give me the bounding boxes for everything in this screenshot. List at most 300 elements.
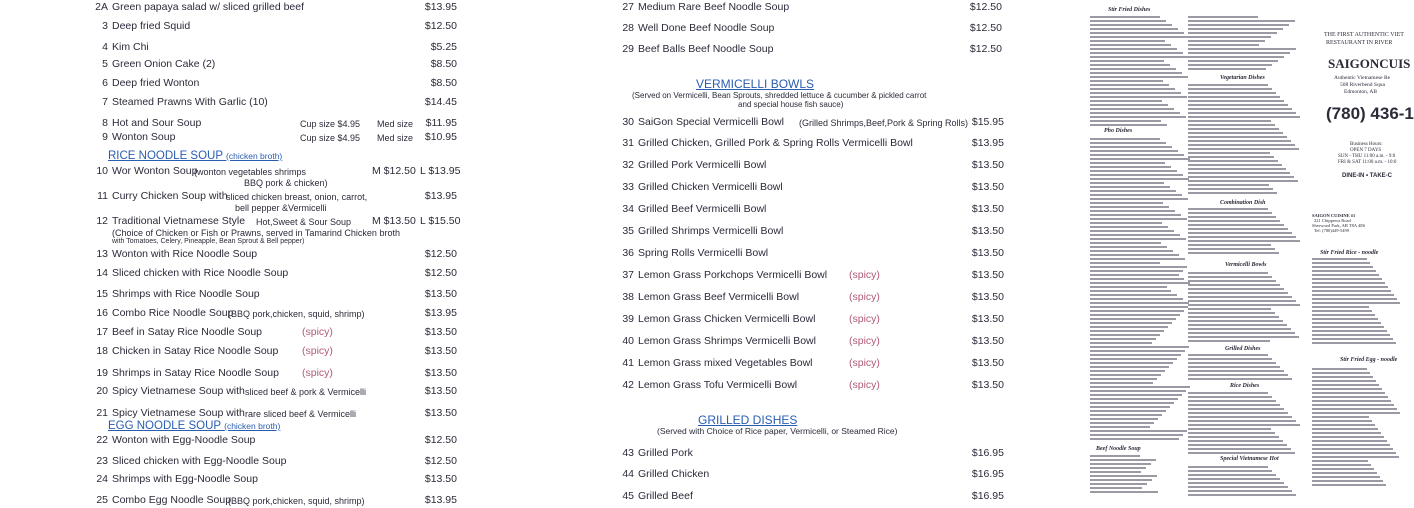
item-number: 36 bbox=[622, 247, 634, 259]
item-number: 14 bbox=[96, 267, 108, 279]
item-name: Grilled Chicken bbox=[638, 468, 710, 480]
small-print-line bbox=[1090, 342, 1152, 344]
address-line-3: Edmonton, AB bbox=[1344, 89, 1378, 95]
small-print-line bbox=[1090, 44, 1171, 46]
small-print-line bbox=[1188, 140, 1291, 142]
small-print-line bbox=[1090, 234, 1180, 236]
small-print-line bbox=[1188, 374, 1288, 376]
small-print-line bbox=[1090, 334, 1160, 336]
small-print-line bbox=[1090, 60, 1164, 62]
small-print-line bbox=[1090, 166, 1171, 168]
small-print-line bbox=[1090, 362, 1173, 364]
item-price: $5.25 bbox=[430, 41, 457, 53]
cup-size-price: Cup size $4.95 bbox=[300, 133, 361, 143]
small-print-line bbox=[1090, 56, 1189, 58]
section-rice: Rice Dishes bbox=[1230, 383, 1260, 389]
small-print-line bbox=[1188, 132, 1283, 134]
item-price: $13.50 bbox=[971, 379, 1004, 391]
item-name: Well Done Beef Noodle Soup bbox=[638, 22, 775, 34]
small-print-line bbox=[1312, 392, 1385, 394]
item-number: 10 bbox=[96, 165, 108, 177]
small-print-line bbox=[1312, 286, 1388, 288]
item-name: Combo Rice Noodle Soup bbox=[112, 307, 234, 319]
item-number: 2A bbox=[95, 1, 108, 13]
small-print-line bbox=[1090, 186, 1170, 188]
small-print-line bbox=[1090, 382, 1153, 384]
small-print-line bbox=[1090, 294, 1159, 296]
menu-item bbox=[86, 1, 466, 15]
menu-item bbox=[612, 468, 1012, 482]
menu-item bbox=[86, 58, 466, 72]
item-name: Grilled Beef bbox=[638, 490, 693, 502]
item-name: Lemon Grass Porkchops Vermicelli Bowl bbox=[638, 269, 828, 281]
small-print-line bbox=[1312, 448, 1393, 450]
item-note: sliced beef & pork & Vermicelli bbox=[245, 387, 367, 397]
small-print-line bbox=[1090, 390, 1186, 392]
spicy-label: (spicy) bbox=[849, 357, 880, 369]
item-price: $13.95 bbox=[424, 1, 457, 13]
small-print-line bbox=[1090, 124, 1167, 126]
small-print-line bbox=[1090, 278, 1175, 280]
item-price: $8.50 bbox=[430, 77, 457, 89]
small-print-line bbox=[1188, 396, 1272, 398]
item-number: 19 bbox=[96, 367, 108, 379]
item-name: Steamed Prawns With Garlic (10) bbox=[112, 96, 268, 108]
rice-noodle-soup-heading: RICE NOODLE SOUP (chicken broth) bbox=[108, 150, 283, 162]
menu-item bbox=[86, 190, 466, 213]
item-note: sliced chicken breast, onion, carrot, bbox=[226, 192, 368, 202]
small-print-line bbox=[1090, 16, 1160, 18]
small-print-line bbox=[1188, 248, 1275, 250]
item-name: Wor Wonton Soup bbox=[112, 165, 198, 177]
small-print-line bbox=[1188, 478, 1280, 480]
menu-column-1 bbox=[86, 0, 466, 506]
small-print-line bbox=[1090, 20, 1166, 22]
small-print-line bbox=[1188, 358, 1272, 360]
menu-item bbox=[86, 385, 466, 399]
small-print-line bbox=[1090, 338, 1156, 340]
item-name: Beef Balls Beef Noodle Soup bbox=[638, 43, 774, 55]
small-print-line bbox=[1188, 60, 1278, 62]
small-print-line bbox=[1090, 36, 1190, 38]
small-print-line bbox=[1090, 170, 1177, 172]
item-name: Beef in Satay Rice Noodle Soup bbox=[112, 326, 263, 338]
small-print-line bbox=[1188, 400, 1276, 402]
small-print-line bbox=[1188, 144, 1295, 146]
item-number: 12 bbox=[96, 215, 108, 227]
small-print-line bbox=[1188, 116, 1300, 118]
small-print-line bbox=[1188, 124, 1275, 126]
small-print-line bbox=[1090, 434, 1183, 436]
menu-item bbox=[86, 215, 466, 245]
small-print-line bbox=[1090, 226, 1168, 228]
small-print-line bbox=[1090, 162, 1165, 164]
item-name: Kim Chi bbox=[112, 41, 149, 53]
menu-item bbox=[86, 407, 466, 421]
menu-item bbox=[612, 357, 1012, 371]
item-number: 15 bbox=[96, 288, 108, 300]
second-location-phone: Tel: (780)449-5499 bbox=[1314, 228, 1350, 233]
item-name: Green papaya salad w/ sliced grilled beef bbox=[112, 1, 305, 13]
small-print-line bbox=[1090, 218, 1187, 220]
small-print-line bbox=[1090, 138, 1160, 140]
small-print-line bbox=[1090, 374, 1161, 376]
second-location-address-2: Sherwood Park, AB T8A 4E6 bbox=[1312, 223, 1366, 228]
small-print-line bbox=[1312, 420, 1372, 422]
menu-item bbox=[612, 1, 1012, 15]
item-price: $12.50 bbox=[424, 267, 457, 279]
item-number: 22 bbox=[96, 434, 108, 446]
item-number: 29 bbox=[622, 43, 634, 55]
hours-2: SUN - THU 11:00 a.m. - 9:0 bbox=[1338, 154, 1396, 159]
small-print-line bbox=[1312, 396, 1388, 398]
small-print-line bbox=[1312, 338, 1393, 340]
small-print-line bbox=[1188, 466, 1268, 468]
item-number: 17 bbox=[96, 326, 108, 338]
item-price: $13.50 bbox=[971, 203, 1004, 215]
small-print-line bbox=[1188, 416, 1292, 418]
item-name: Curry Chicken Soup with bbox=[112, 190, 228, 202]
small-print-line bbox=[1090, 346, 1189, 348]
small-print-line bbox=[1312, 372, 1370, 374]
menu-item bbox=[86, 367, 466, 381]
item-number: 20 bbox=[96, 385, 108, 397]
small-print-line bbox=[1188, 288, 1284, 290]
small-print-line bbox=[1090, 210, 1175, 212]
small-print-line bbox=[1188, 470, 1272, 472]
spicy-label: (spicy) bbox=[302, 367, 333, 379]
small-print-line bbox=[1090, 430, 1187, 432]
small-print-line bbox=[1312, 436, 1384, 438]
item-number: 33 bbox=[622, 181, 634, 193]
menu-item bbox=[86, 494, 466, 508]
item-number: 31 bbox=[622, 137, 634, 149]
small-print-line bbox=[1090, 112, 1180, 114]
small-print-line bbox=[1090, 198, 1188, 200]
small-print-line bbox=[1188, 440, 1283, 442]
item-number: 30 bbox=[622, 116, 634, 128]
section-pho: Pho Dishes bbox=[1104, 128, 1133, 134]
small-print-line bbox=[1090, 270, 1183, 272]
menu-item bbox=[86, 96, 466, 110]
item-name: Sliced chicken with Egg-Noodle Soup bbox=[112, 455, 287, 467]
menu-column-2 bbox=[612, 0, 1012, 500]
small-print-line bbox=[1312, 262, 1370, 264]
small-print-line bbox=[1312, 476, 1380, 478]
item-name: Grilled Chicken Vermicelli Bowl bbox=[638, 181, 783, 193]
item-name: Medium Rare Beef Noodle Soup bbox=[638, 1, 790, 13]
item-price: $12.50 bbox=[969, 43, 1002, 55]
small-print-line bbox=[1312, 258, 1367, 260]
small-print-line bbox=[1090, 402, 1174, 404]
small-print-line bbox=[1188, 408, 1284, 410]
medium-price: M $13.50 bbox=[372, 215, 416, 227]
small-print-line bbox=[1090, 467, 1146, 469]
menu-item bbox=[86, 117, 466, 131]
small-print-line bbox=[1090, 274, 1179, 276]
small-print-line bbox=[1090, 142, 1166, 144]
small-print-line bbox=[1090, 483, 1147, 485]
small-print-line bbox=[1188, 64, 1272, 66]
small-print-line bbox=[1188, 20, 1295, 22]
small-print-line bbox=[1312, 330, 1387, 332]
small-print-line bbox=[1188, 340, 1270, 342]
small-print-line bbox=[1188, 474, 1276, 476]
small-print-line bbox=[1312, 484, 1386, 486]
section-specialty: Special Vietnamese Hot bbox=[1220, 456, 1279, 462]
small-print-line bbox=[1090, 414, 1162, 416]
item-name: Shrimps with Egg-Noodle Soup bbox=[112, 473, 258, 485]
menu-item bbox=[612, 269, 1012, 283]
item-number: 24 bbox=[96, 473, 108, 485]
small-print-line bbox=[1312, 298, 1397, 300]
small-print-line bbox=[1188, 188, 1273, 190]
item-price: $13.50 bbox=[424, 345, 457, 357]
small-print-line bbox=[1090, 322, 1172, 324]
item-name: Chicken in Satay Rice Noodle Soup bbox=[112, 345, 279, 357]
small-print-line bbox=[1090, 350, 1185, 352]
item-price: $13.50 bbox=[424, 326, 457, 338]
item-note: (wonton vegetables shrimps bbox=[194, 167, 307, 177]
small-print-line bbox=[1312, 380, 1376, 382]
item-price: $16.95 bbox=[971, 447, 1004, 459]
small-print-line bbox=[1312, 318, 1378, 320]
small-print-line bbox=[1090, 366, 1169, 368]
section-vermicelli: Vermicelli Bowls bbox=[1225, 262, 1267, 268]
small-print-line bbox=[1188, 362, 1276, 364]
small-print-line bbox=[1312, 376, 1373, 378]
small-print-line bbox=[1188, 428, 1271, 430]
item-name: Lemon Grass Tofu Vermicelli Bowl bbox=[638, 379, 798, 391]
small-print-line bbox=[1090, 314, 1180, 316]
small-print-line bbox=[1090, 418, 1158, 420]
small-print-line bbox=[1090, 108, 1174, 110]
dine-in-banner: DINE-IN • TAKE-C bbox=[1342, 173, 1392, 179]
small-print-line bbox=[1090, 475, 1157, 477]
vermicelli-subtitle-2: and special house fish sauce) bbox=[738, 100, 844, 109]
item-note-2: (Choice of Chicken or Fish or Prawns, served in Tamarind Chicken broth bbox=[112, 228, 400, 238]
item-name: Lemon Grass Beef Vermicelli Bowl bbox=[638, 291, 800, 303]
tagline-2: RESTAURANT IN RIVER bbox=[1326, 40, 1393, 46]
small-print-line bbox=[1090, 80, 1163, 82]
small-print-line bbox=[1188, 424, 1300, 426]
menu-item bbox=[612, 225, 1012, 239]
small-print-line bbox=[1188, 88, 1272, 90]
item-name: Spicy Vietnamese Soup with bbox=[112, 407, 245, 419]
item-number: 34 bbox=[622, 203, 634, 215]
small-print-line bbox=[1090, 258, 1185, 260]
item-note: (BBQ pork,chicken, squid, shrimp) bbox=[228, 309, 365, 319]
small-print-line bbox=[1090, 104, 1168, 106]
hours-title: Business Hours: bbox=[1350, 142, 1383, 147]
item-number: 42 bbox=[622, 379, 634, 391]
item-price: $12.50 bbox=[424, 434, 457, 446]
item-number: 38 bbox=[622, 291, 634, 303]
item-price: $13.50 bbox=[971, 269, 1004, 281]
small-print-line bbox=[1188, 324, 1287, 326]
item-number: 7 bbox=[102, 96, 108, 108]
item-number: 9 bbox=[102, 131, 108, 143]
small-print-line bbox=[1188, 128, 1279, 130]
small-print-line bbox=[1188, 112, 1296, 114]
small-print-line bbox=[1090, 438, 1179, 440]
second-location-address: 221 Chippewa Road bbox=[1314, 218, 1351, 223]
small-print-line bbox=[1188, 168, 1286, 170]
small-print-line bbox=[1312, 266, 1373, 268]
menu-item bbox=[86, 131, 466, 145]
item-name: Sliced chicken with Rice Noodle Soup bbox=[112, 267, 289, 279]
menu-item bbox=[612, 335, 1012, 349]
small-print-line bbox=[1188, 486, 1288, 488]
item-price: $12.50 bbox=[969, 22, 1002, 34]
small-print-line bbox=[1188, 16, 1258, 18]
small-print-line bbox=[1090, 84, 1169, 86]
small-print-line bbox=[1090, 358, 1177, 360]
small-print-line bbox=[1090, 354, 1181, 356]
small-print-line bbox=[1090, 398, 1178, 400]
item-number: 41 bbox=[622, 357, 634, 369]
small-print-line bbox=[1188, 220, 1280, 222]
small-print-line bbox=[1090, 410, 1166, 412]
small-print-line bbox=[1312, 440, 1387, 442]
small-print-line bbox=[1188, 28, 1283, 30]
menu-item bbox=[86, 288, 466, 302]
small-print-line bbox=[1090, 28, 1178, 30]
item-price: $15.95 bbox=[971, 116, 1004, 128]
menu-item bbox=[612, 116, 1012, 130]
med-size-label: Med size bbox=[377, 119, 414, 129]
small-print-line bbox=[1090, 250, 1173, 252]
small-print-line bbox=[1188, 296, 1292, 298]
spicy-label: (spicy) bbox=[849, 313, 880, 325]
small-print-line bbox=[1090, 422, 1154, 424]
item-number: 13 bbox=[96, 248, 108, 260]
item-price: $13.50 bbox=[971, 247, 1004, 259]
small-print-line bbox=[1090, 298, 1155, 300]
item-price: $12.50 bbox=[424, 455, 457, 467]
small-print-line bbox=[1188, 436, 1279, 438]
item-price: $13.50 bbox=[424, 407, 457, 419]
small-print-line bbox=[1090, 214, 1181, 216]
small-print-line bbox=[1188, 490, 1292, 492]
small-print-line bbox=[1312, 368, 1367, 370]
item-name: Lemon Grass mixed Vegetables Bowl bbox=[638, 357, 813, 369]
menu-item bbox=[86, 434, 466, 448]
small-print-line bbox=[1188, 180, 1298, 182]
small-print-line bbox=[1312, 290, 1391, 292]
small-print-line bbox=[1090, 290, 1163, 292]
small-print-line bbox=[1090, 463, 1151, 465]
menu-item bbox=[86, 41, 466, 55]
small-print-line bbox=[1090, 154, 1184, 156]
section-combination: Combination Dish bbox=[1220, 200, 1266, 206]
small-print-line bbox=[1090, 206, 1169, 208]
spicy-label: (spicy) bbox=[302, 326, 333, 338]
small-print-line bbox=[1312, 432, 1381, 434]
small-print-line bbox=[1090, 68, 1176, 70]
small-print-line bbox=[1188, 378, 1292, 380]
item-name: Combo Egg Noodle Soup bbox=[112, 494, 232, 506]
menu-item bbox=[86, 473, 466, 487]
small-print-line bbox=[1090, 254, 1179, 256]
cup-size-price: Cup size $4.95 bbox=[300, 119, 361, 129]
small-print-line bbox=[1188, 156, 1274, 158]
small-print-line bbox=[1188, 292, 1288, 294]
small-print-line bbox=[1090, 52, 1183, 54]
small-print-line bbox=[1188, 172, 1290, 174]
small-print-line bbox=[1312, 480, 1383, 482]
med-size-label: Med size bbox=[377, 133, 414, 143]
item-price: $13.50 bbox=[971, 181, 1004, 193]
item-number: 6 bbox=[102, 77, 108, 89]
menu-item bbox=[86, 267, 466, 281]
small-print-line bbox=[1188, 120, 1271, 122]
small-print-line bbox=[1090, 230, 1174, 232]
small-print-line bbox=[1188, 308, 1271, 310]
small-print-line bbox=[1312, 460, 1368, 462]
item-note-2: bell pepper &Vermicelli bbox=[235, 203, 327, 213]
item-number: 3 bbox=[102, 20, 108, 32]
item-number: 44 bbox=[622, 468, 634, 480]
small-print-line bbox=[1090, 174, 1183, 176]
item-name: Spring Rolls Vermicelli Bowl bbox=[638, 247, 769, 259]
small-print-line bbox=[1188, 36, 1271, 38]
small-print-line bbox=[1312, 310, 1372, 312]
hours-1: OPEN 7 DAYS bbox=[1350, 148, 1382, 153]
item-number: 35 bbox=[622, 225, 634, 237]
section-grilled: Grilled Dishes bbox=[1225, 346, 1261, 352]
small-print-line bbox=[1090, 242, 1161, 244]
small-print-line bbox=[1090, 487, 1142, 489]
item-name: Grilled Chicken, Grilled Pork & Spring Rolls Vermicelli Bowl bbox=[638, 137, 913, 149]
small-print-line bbox=[1312, 322, 1381, 324]
menu-item bbox=[612, 203, 1012, 217]
small-print-line bbox=[1090, 426, 1150, 428]
small-print-line bbox=[1090, 370, 1165, 372]
small-print-line bbox=[1312, 326, 1384, 328]
small-print-line bbox=[1312, 278, 1382, 280]
small-print-line bbox=[1188, 370, 1284, 372]
small-print-line bbox=[1188, 208, 1268, 210]
small-print-line bbox=[1188, 160, 1278, 162]
small-print-line bbox=[1312, 444, 1390, 446]
small-print-line bbox=[1188, 228, 1288, 230]
item-price: $13.50 bbox=[424, 385, 457, 397]
item-name: Grilled Pork bbox=[638, 447, 693, 459]
item-price: $13.95 bbox=[971, 137, 1004, 149]
spicy-label: (spicy) bbox=[849, 269, 880, 281]
small-print-line bbox=[1090, 491, 1158, 493]
small-print-line bbox=[1090, 378, 1157, 380]
menu-item bbox=[612, 379, 1012, 393]
menu-item bbox=[86, 326, 466, 340]
item-price: $16.95 bbox=[971, 490, 1004, 502]
small-print-line bbox=[1312, 384, 1379, 386]
small-print-line bbox=[1188, 236, 1296, 238]
menu-item bbox=[612, 137, 1012, 151]
item-number: 16 bbox=[96, 307, 108, 319]
small-print-line bbox=[1090, 48, 1177, 50]
small-print-line bbox=[1090, 158, 1190, 160]
small-print-line bbox=[1188, 192, 1277, 194]
section-stir-fried-rice: Stir Fried Rice - noodle bbox=[1320, 250, 1379, 256]
small-print-line bbox=[1188, 482, 1284, 484]
item-price: $13.50 bbox=[424, 473, 457, 485]
item-name: Wonton with Rice Noodle Soup bbox=[112, 248, 258, 260]
small-print-line bbox=[1188, 240, 1300, 242]
item-number: 11 bbox=[97, 190, 108, 202]
small-print-line bbox=[1090, 310, 1184, 312]
